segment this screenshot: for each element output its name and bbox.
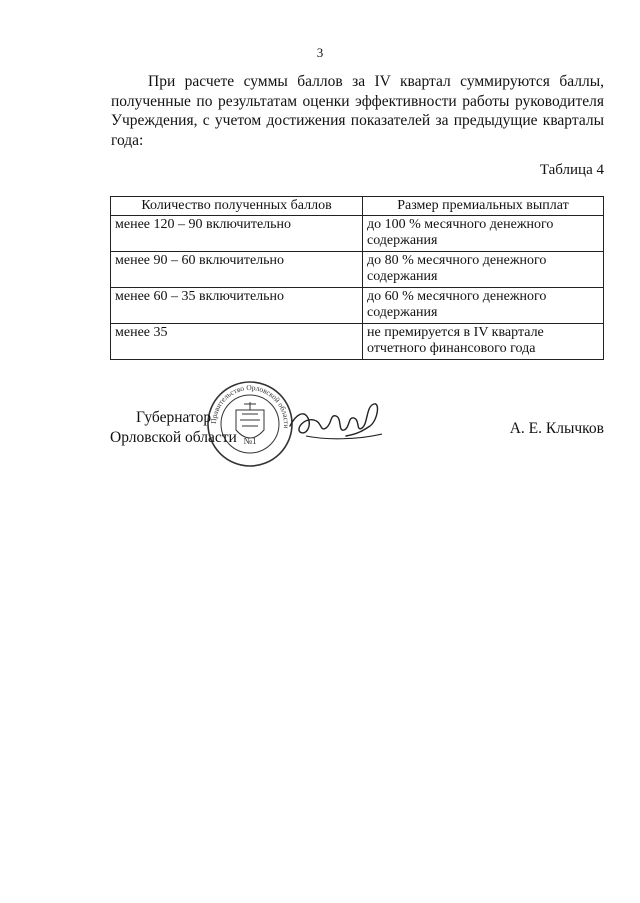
paragraph-line: При расчете суммы баллов за IV квартал суммируются баллы, [148, 73, 604, 90]
table-cell: до 60 % месячного денежного содержания [363, 288, 604, 324]
table-row [111, 216, 604, 252]
signatory-title [110, 408, 237, 448]
body-paragraph [111, 72, 604, 150]
paragraph-line: года: [111, 131, 144, 149]
table-cell: до 100 % месячного денежного содержания [363, 216, 604, 252]
svg-text:№1: №1 [243, 436, 257, 446]
table-cell: не премируется в IV квартале отчетного финансового года [363, 324, 604, 360]
table-cell: менее 35 [111, 324, 363, 360]
column-header: Размер премиальных выплат [363, 197, 604, 216]
table-row [111, 252, 604, 288]
table-header-row [111, 197, 604, 216]
page-number: 3 [316, 45, 324, 60]
premium-table [110, 196, 604, 360]
column-header: Количество полученных баллов [111, 197, 363, 216]
paragraph-line: Учреждения, с учетом достижения показателей за предыдущие кварталы [111, 112, 604, 129]
table-row [111, 324, 604, 360]
signatory-name: А. Е. Клычков [509, 420, 604, 437]
paragraph-line: полученные по результатам оценки эффективности работы руководителя [111, 92, 604, 110]
table-cell: менее 60 – 35 включительно [111, 288, 363, 324]
table-caption: Таблица 4 [539, 162, 604, 178]
table-cell: до 80 % месячного денежного содержания [363, 252, 604, 288]
svg-text:Правительство Орловской област: Правительство Орловской области [208, 382, 292, 429]
signatory-title-line: Орловской области [110, 429, 237, 446]
signatory-title-line: Губернатор [136, 409, 212, 426]
table-cell: менее 120 – 90 включительно [111, 216, 363, 252]
table-row [111, 288, 604, 324]
table-cell: менее 90 – 60 включительно [111, 252, 363, 288]
handwritten-signature [286, 396, 386, 444]
